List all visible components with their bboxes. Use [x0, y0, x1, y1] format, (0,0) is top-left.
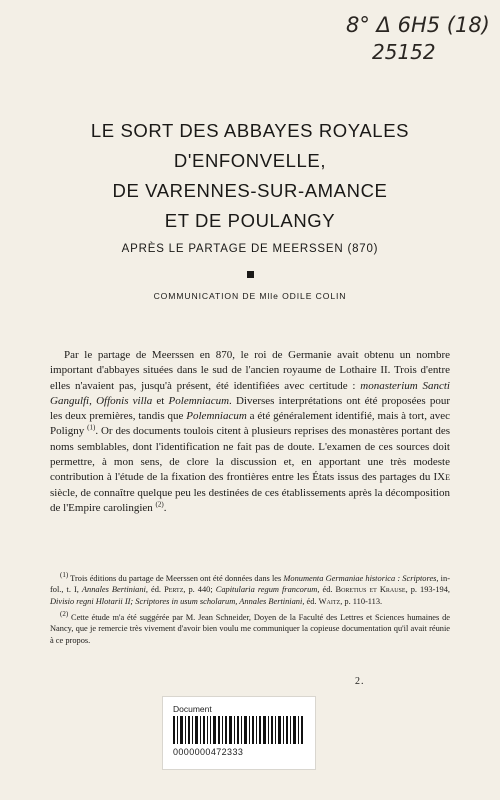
title-line-3: DE VARENNES-SUR-AMANCE: [112, 180, 388, 201]
footnote-italic-run: Divisio regni Hlotarii II; Scriptores in usum scholarum, Annales Bertiniani: [50, 596, 303, 606]
footnote-ref-1: (1): [87, 423, 96, 432]
footnote-text-run: , p. 110-113.: [340, 596, 383, 606]
footnote-text-run: Trois éditions du partage de Meerssen ont été données dans les: [68, 573, 284, 583]
body-italic-run: Polemniacum: [186, 410, 247, 423]
footnote-text-run: , in-fol., t. I,: [50, 573, 450, 595]
body-italic-run: Offonis villa: [96, 394, 153, 407]
shelfmark-line-2: 25152: [372, 40, 436, 64]
footnote-mark: (1): [60, 571, 69, 579]
body-text-run: et: [152, 394, 169, 407]
footnote-ref-2: (2): [155, 500, 164, 509]
body-italic-run: Polemniacum: [168, 394, 230, 407]
footnote-italic-run: Annales Bertiniani: [81, 585, 146, 595]
body-text-run: .: [163, 501, 167, 514]
footnote-smallcaps-run: Pertz: [164, 585, 184, 595]
barcode-number: 0000000472333: [173, 747, 244, 757]
century-numeral: IXe: [433, 471, 450, 484]
footnote-text-run: , p. 193-194,: [405, 585, 451, 595]
footnote-text-run: Cette étude m'a été suggérée par M. Jean Schneider, Doyen de la Faculté des Lettres et Sciences humaines de Nancy, que je remercie très vivement d'avoir bien voulu me communiquer la copieuse documentation qu'il avait réunie à ce propos.: [50, 612, 450, 645]
footnote-2: [50, 609, 450, 646]
shelfmark-line-1: 8° Δ 6H5 (18): [346, 13, 490, 37]
body-paragraph: [50, 348, 450, 516]
footnote-smallcaps-run: Boretius et Krause: [335, 585, 406, 595]
footnote-text-run: , éd.: [302, 596, 319, 606]
footnotes: [50, 570, 450, 648]
footnote-smallcaps-run: Waitz: [318, 596, 341, 606]
body-text-run: Par le partage de Meerssen en 870, le roi de Germanie avait obtenu un nombre important d'abbayes situées dans le sud de l'ancien royaume de Lothaire II. Trois d'entre elles n'avaient pas, jusqu'à présent, été identifiées avec certitude :: [50, 349, 450, 392]
barcode-icon: [173, 716, 305, 744]
footnote-mark: (2): [60, 610, 69, 619]
title-line-1: LE SORT DES ABBAYES ROYALES: [90, 120, 410, 141]
body-text-run: . Or des documents toulois citent à plusieurs reprises des monastères portant des noms semblables, dont l'identification ne fait pas de doute. L'examen de ces sources doit permettre, à mon sens, de clore la discussion et, en apportant une très modeste contribution à l'étude de la fixation des frontières entre les États issus des partages du: [50, 425, 450, 484]
footnote-italic-run: Capitularia regum francorum: [215, 585, 318, 595]
body-text-run: ,: [89, 394, 97, 407]
footnote-italic-run: Monumenta Germaniae historica : Scriptores: [283, 573, 437, 583]
title-block: [30, 116, 470, 302]
footnote-text-run: , éd.: [145, 585, 165, 595]
footnote-text-run: , p. 440;: [183, 585, 216, 595]
square-ornament-icon: [247, 271, 254, 278]
body-text-run: a été généralement identifié, mais à tort, avec Poligny: [50, 410, 450, 438]
page-number: 2.: [355, 676, 365, 687]
body-text-run: . Diverses interprétations ont été proposées pour les deux premières, tandis que: [50, 394, 450, 423]
label-title: Document: [173, 704, 212, 714]
barcode-label: [162, 696, 316, 770]
title-line-4: ET DE POULANGY: [164, 210, 336, 231]
title-line-2: D'ENFONVELLE,: [173, 150, 327, 171]
subtitle: APRÈS LE PARTAGE DE MEERSSEN (870): [121, 243, 379, 255]
handwritten-shelfmark: [346, 12, 496, 66]
footnote-1: [50, 570, 450, 607]
footnote-text-run: , éd.: [317, 585, 336, 595]
body-italic-run: monasterium Sancti Gangulfi: [50, 379, 450, 407]
body-text-run: siècle, de connaître quelque peu les destinées de ces établissements après la décomposition de l'Empire carolingien: [50, 486, 450, 514]
author-credit: COMMUNICATION DE Mlle ODILE COLIN: [153, 291, 347, 301]
